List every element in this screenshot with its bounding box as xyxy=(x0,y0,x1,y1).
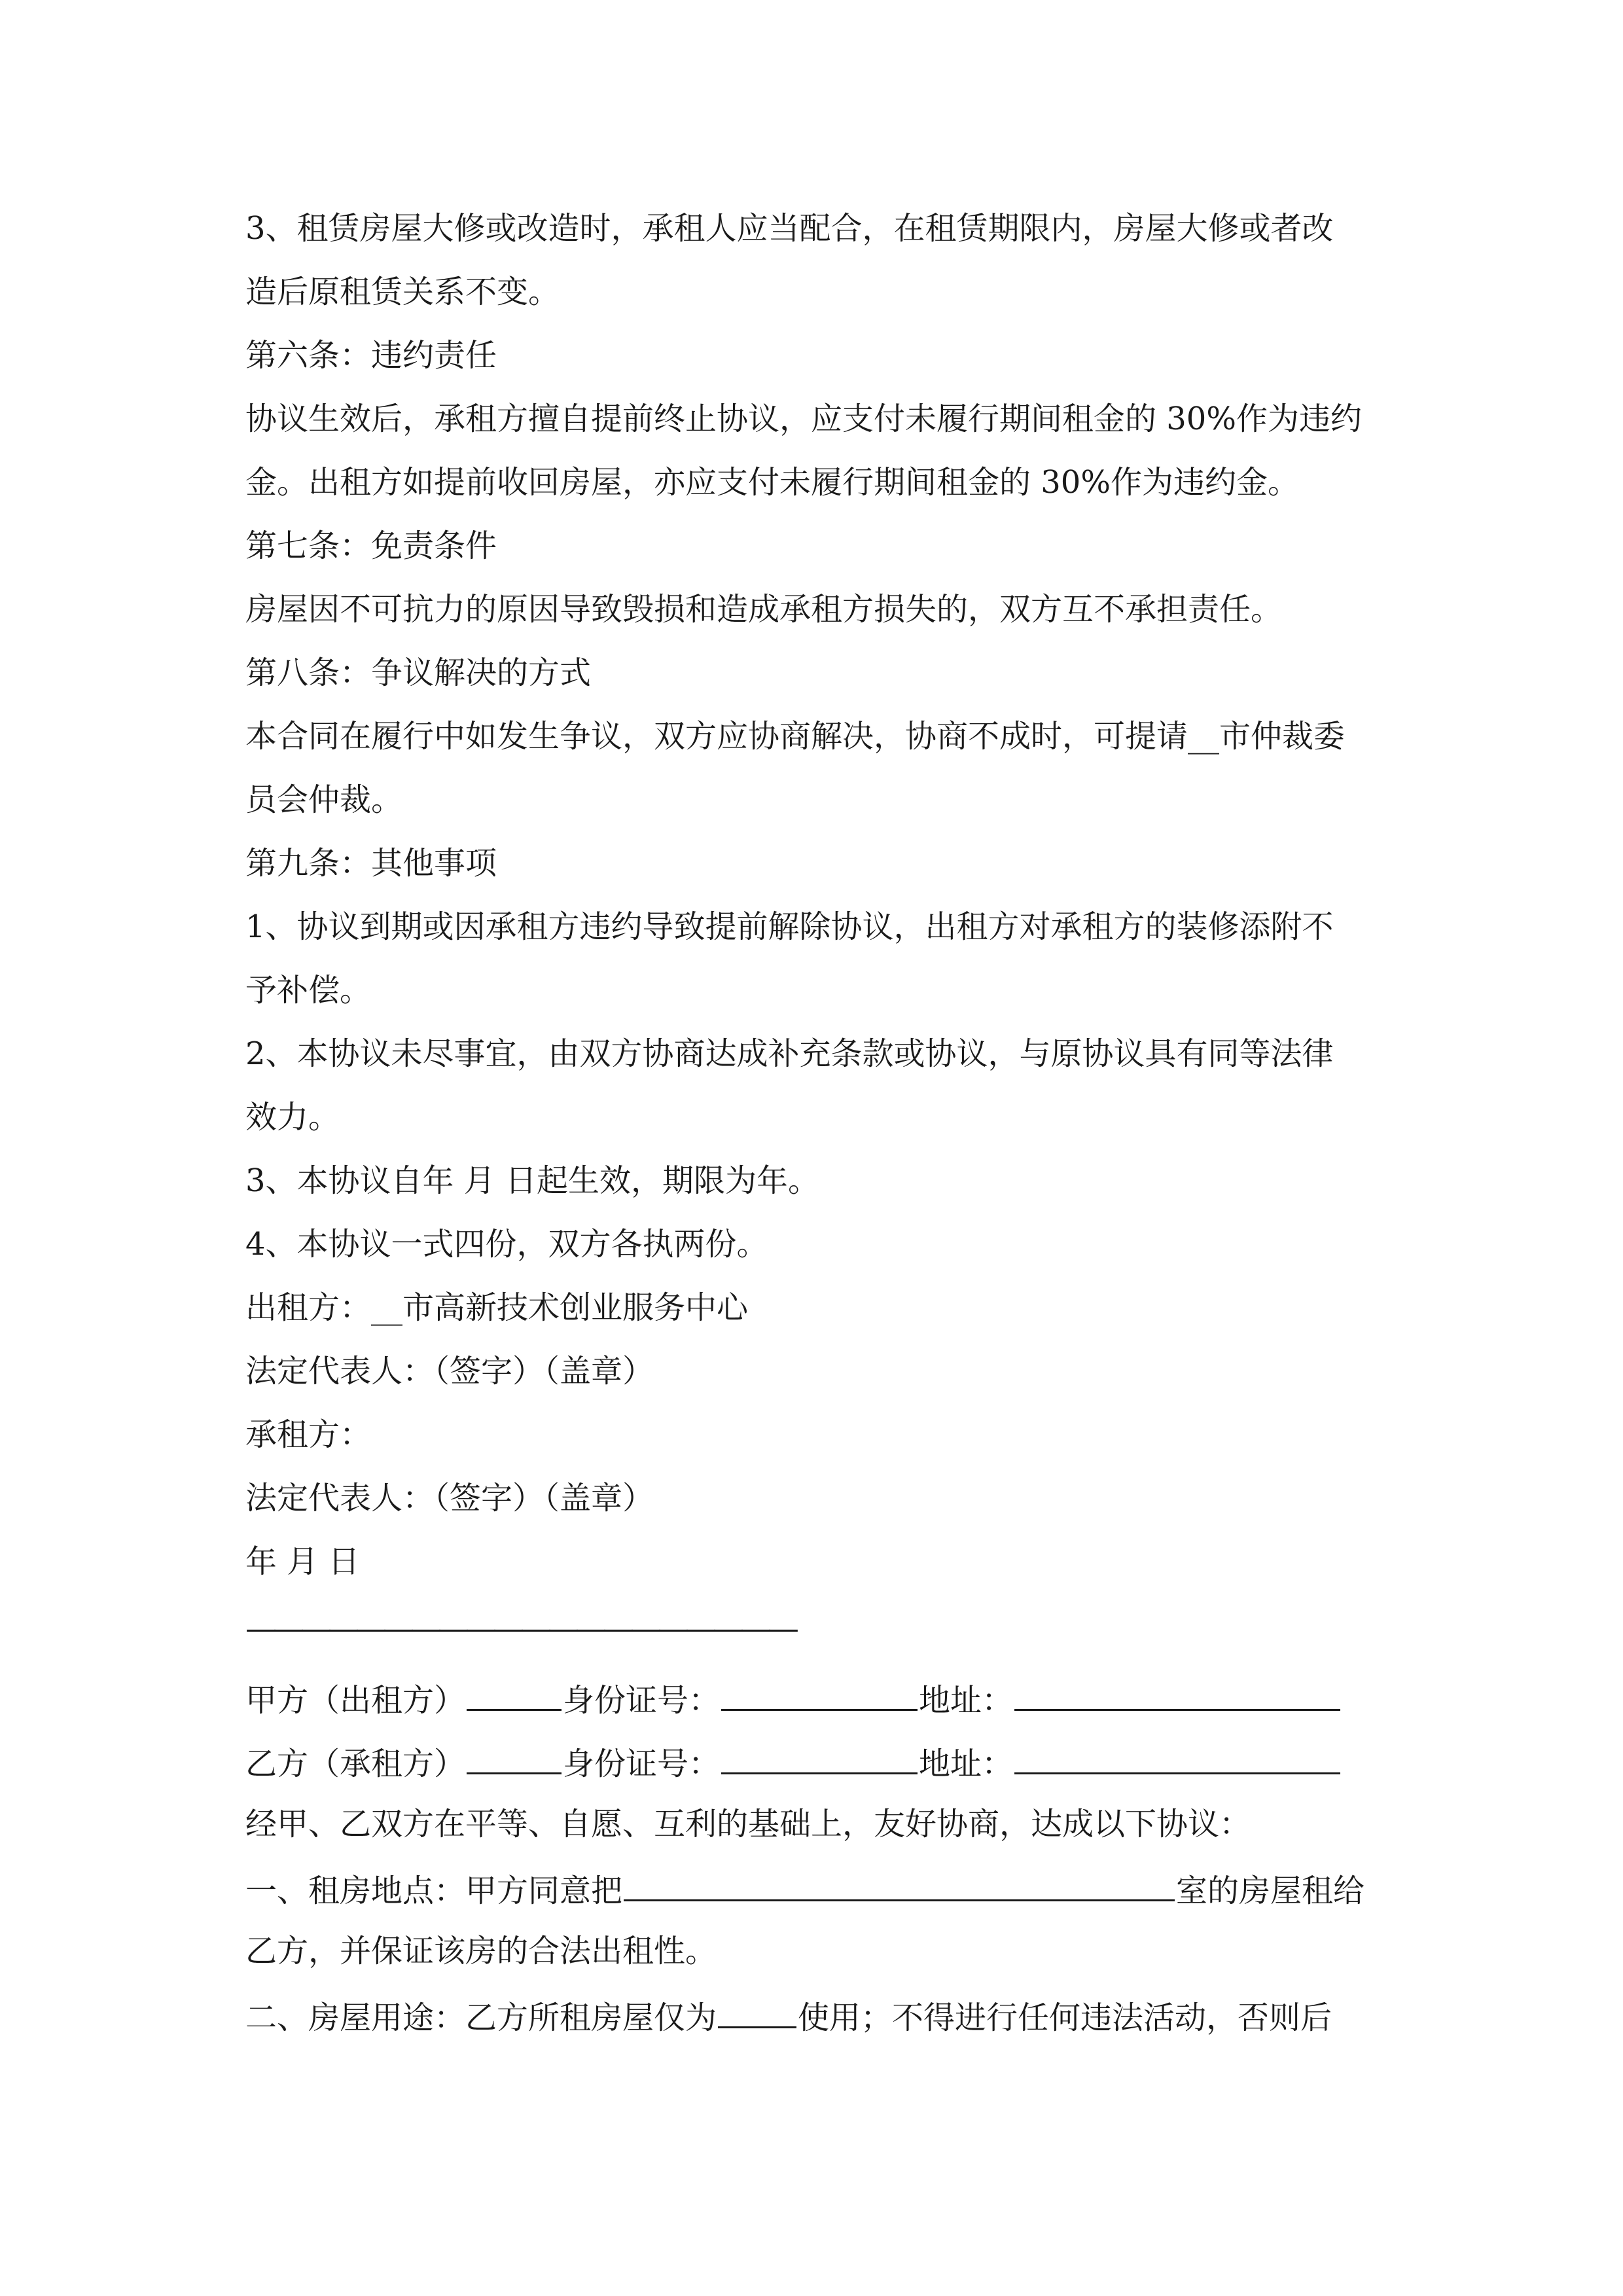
clause9-item2-line1: 2、本协议未尽事宜，由双方协商达成补充条款或协议，与原协议具有同等法律 xyxy=(245,1035,1334,1072)
party-b-line xyxy=(245,1741,1384,1782)
clause8-body-line1: 本合同在履行中如发生争议，双方应协商解决，协商不成时，可提请__市仲裁委 xyxy=(245,718,1346,755)
clause6-body-line2: 金。出租方如提前收回房屋，亦应支付未履行期间租金的 30%作为违约金。 xyxy=(245,464,1299,501)
lessee-representative: 法定代表人：（签字）（盖章） xyxy=(245,1480,654,1516)
party-b-id-blank[interactable] xyxy=(721,1741,918,1774)
party-b-address-blank[interactable] xyxy=(1014,1741,1340,1774)
party-a-address-label: 地址： xyxy=(919,1682,1014,1718)
rental-location-blank[interactable] xyxy=(624,1868,1175,1901)
party-b-name-blank[interactable] xyxy=(467,1741,562,1774)
clause9-title: 第九条：其他事项 xyxy=(245,845,497,882)
item1-prefix: 一、租房地点：甲方同意把 xyxy=(245,1873,623,1909)
party-b-id-label: 身份证号： xyxy=(563,1746,721,1782)
lessor-line: 出租方：__市高新技术创业服务中心 xyxy=(245,1289,749,1326)
date-line: 年 月 日 xyxy=(245,1543,360,1580)
contract2-item1-line1 xyxy=(245,1868,1384,1909)
lessor-representative: 法定代表人：（签字）（盖章） xyxy=(245,1353,654,1390)
clause9-item1-line2: 予补偿。 xyxy=(245,972,372,1009)
party-a-address-blank[interactable] xyxy=(1014,1677,1340,1711)
party-a-line xyxy=(245,1677,1384,1718)
clause8-body-line2: 员会仲裁。 xyxy=(245,781,403,818)
clause6-title: 第六条：违约责任 xyxy=(245,337,497,374)
party-a-name-blank[interactable] xyxy=(467,1677,562,1711)
item2-suffix: 使用；不得进行任何违法活动，否则后 xyxy=(798,2000,1332,2036)
clause7-title: 第七条：免责条件 xyxy=(245,528,497,564)
clause9-item2-line2: 效力。 xyxy=(245,1099,340,1136)
usage-blank[interactable] xyxy=(718,1995,796,2028)
item1-suffix: 室的房屋租给 xyxy=(1176,1873,1365,1909)
party-a-label: 甲方（出租方） xyxy=(245,1682,466,1718)
contract2-item2-line1 xyxy=(245,1995,1384,2036)
clause7-body: 房屋因不可抗力的原因导致毁损和造成承租方损失的，双方互不承担责任。 xyxy=(245,591,1283,628)
item2-prefix: 二、房屋用途：乙方所租房屋仅为 xyxy=(245,2000,717,2036)
party-a-id-blank[interactable] xyxy=(721,1677,918,1711)
contract2-item1-line2: 乙方，并保证该房的合法出租性。 xyxy=(245,1933,717,1969)
clause9-item4: 4、本协议一式四份，双方各执两份。 xyxy=(245,1226,768,1263)
clause9-item3: 3、本协议自年 月 日起生效，期限为年。 xyxy=(245,1162,820,1199)
clause5-item3-line1: 3、租赁房屋大修或改造时，承租人应当配合，在租赁期限内，房屋大修或者改 xyxy=(245,210,1334,247)
section-separator: ———————————————————— xyxy=(245,1610,795,1647)
party-b-address-label: 地址： xyxy=(919,1746,1014,1782)
clause5-item3-line2: 造后原租赁关系不变。 xyxy=(245,274,560,310)
clause8-title: 第八条：争议解决的方式 xyxy=(245,655,592,691)
lessee-line: 承租方： xyxy=(245,1416,372,1453)
clause9-item1-line1: 1、协议到期或因承租方违约导致提前解除协议，出租方对承租方的装修添附不 xyxy=(245,908,1334,945)
party-a-id-label: 身份证号： xyxy=(563,1682,721,1718)
party-b-label: 乙方（承租方） xyxy=(245,1746,466,1782)
contract2-intro: 经甲、乙双方在平等、自愿、互利的基础上，友好协商，达成以下协议： xyxy=(245,1806,1251,1842)
clause6-body-line1: 协议生效后，承租方擅自提前终止协议，应支付未履行期间租金的 30%作为违约 xyxy=(245,401,1362,437)
